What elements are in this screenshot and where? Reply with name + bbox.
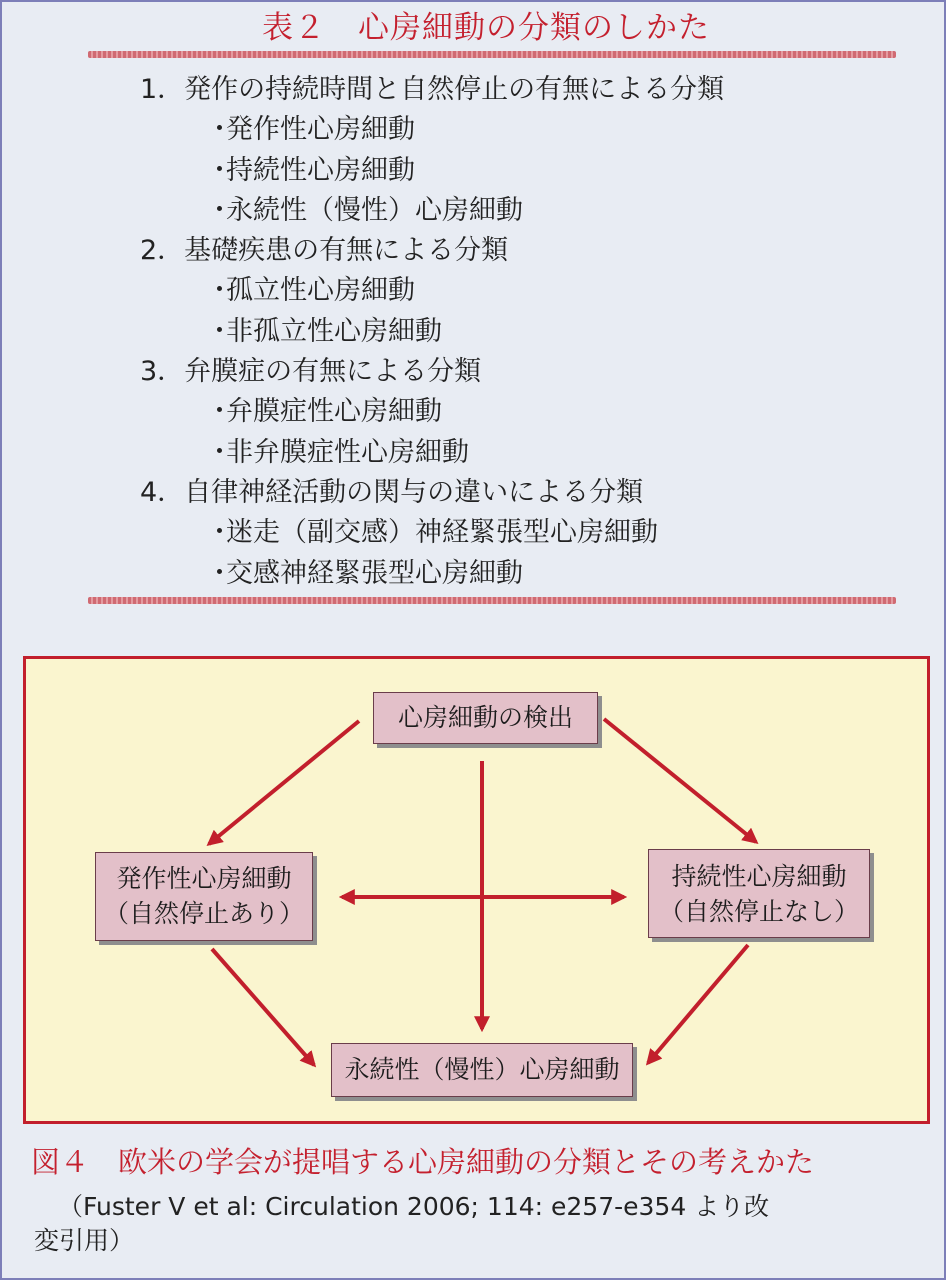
- list-item: [140, 151, 900, 191]
- bullet: ・: [206, 194, 233, 226]
- bullet: ・: [206, 517, 233, 549]
- group-heading: 2．基礎疾患の有無による分類: [140, 235, 509, 267]
- figure-caption: 図４ 欧米の学会が提唱する心房細動の分類とその考えかた: [31, 1145, 815, 1179]
- list-item: [140, 312, 900, 352]
- list-item: [140, 392, 900, 432]
- classification-group: [140, 70, 900, 231]
- group-heading: 3．弁膜症の有無による分類: [140, 356, 482, 388]
- arrow-detect-to-persistent: [604, 719, 756, 842]
- item-label: 永続性（慢性）心房細動: [226, 194, 523, 226]
- list-item: [140, 513, 900, 553]
- arrow-persistent-to-permanent: [648, 945, 748, 1063]
- classification-group: [140, 352, 900, 473]
- top-rule: [88, 51, 896, 58]
- list-item: [140, 554, 900, 594]
- node-af-detection: [373, 692, 598, 744]
- source-line: （Fuster V et al: Circulation 2006; 114: e257-e354 より改: [58, 1192, 770, 1221]
- group-heading: 4．自律神経活動の関与の違いによる分類: [140, 476, 644, 508]
- classification-list: [140, 70, 900, 594]
- node-label: 発作性心房細動: [116, 864, 292, 893]
- node-sublabel: （自然停止あり）: [103, 899, 304, 928]
- bottom-rule: [88, 597, 896, 604]
- bullet: ・: [206, 275, 233, 307]
- bullet: ・: [206, 114, 233, 146]
- item-label: 非孤立性心房細動: [226, 315, 442, 347]
- figure-source: [34, 1190, 939, 1258]
- classification-diagram: [23, 656, 930, 1124]
- node-label: 永続性（慢性）心房細動: [344, 1055, 620, 1084]
- node-paroxysmal-af: [95, 852, 313, 941]
- node-label: 持続性心房細動: [671, 862, 847, 891]
- arrow-detect-to-paroxysmal: [209, 721, 359, 844]
- arrow-paroxysmal-to-permanent: [212, 949, 314, 1065]
- bullet: ・: [206, 436, 233, 468]
- item-label: 発作性心房細動: [226, 114, 415, 146]
- classification-group: [140, 473, 900, 594]
- bullet: ・: [206, 154, 233, 186]
- item-label: 持続性心房細動: [226, 154, 415, 186]
- node-sublabel: （自然停止なし）: [658, 897, 859, 926]
- item-label: 交感神経緊張型心房細動: [226, 557, 523, 589]
- item-label: 孤立性心房細動: [226, 275, 415, 307]
- node-persistent-af: [648, 849, 870, 938]
- node-permanent-af: [331, 1043, 633, 1097]
- classification-group: [140, 231, 900, 352]
- bullet: ・: [206, 315, 233, 347]
- list-item: [140, 433, 900, 473]
- source-line: 変引用）: [34, 1226, 135, 1255]
- group-heading: 1．発作の持続時間と自然停止の有無による分類: [140, 74, 725, 105]
- item-label: 迷走（副交感）神経緊張型心房細動: [226, 517, 658, 549]
- node-label: 心房細動の検出: [397, 703, 573, 732]
- list-item: [140, 271, 900, 311]
- list-item: [140, 110, 900, 150]
- list-item: [140, 191, 900, 231]
- item-label: 非弁膜症性心房細動: [226, 436, 469, 468]
- bullet: ・: [206, 557, 233, 589]
- item-label: 弁膜症性心房細動: [226, 396, 442, 428]
- table-title: 表２ 心房細動の分類のしかた: [262, 10, 710, 46]
- bullet: ・: [206, 396, 233, 428]
